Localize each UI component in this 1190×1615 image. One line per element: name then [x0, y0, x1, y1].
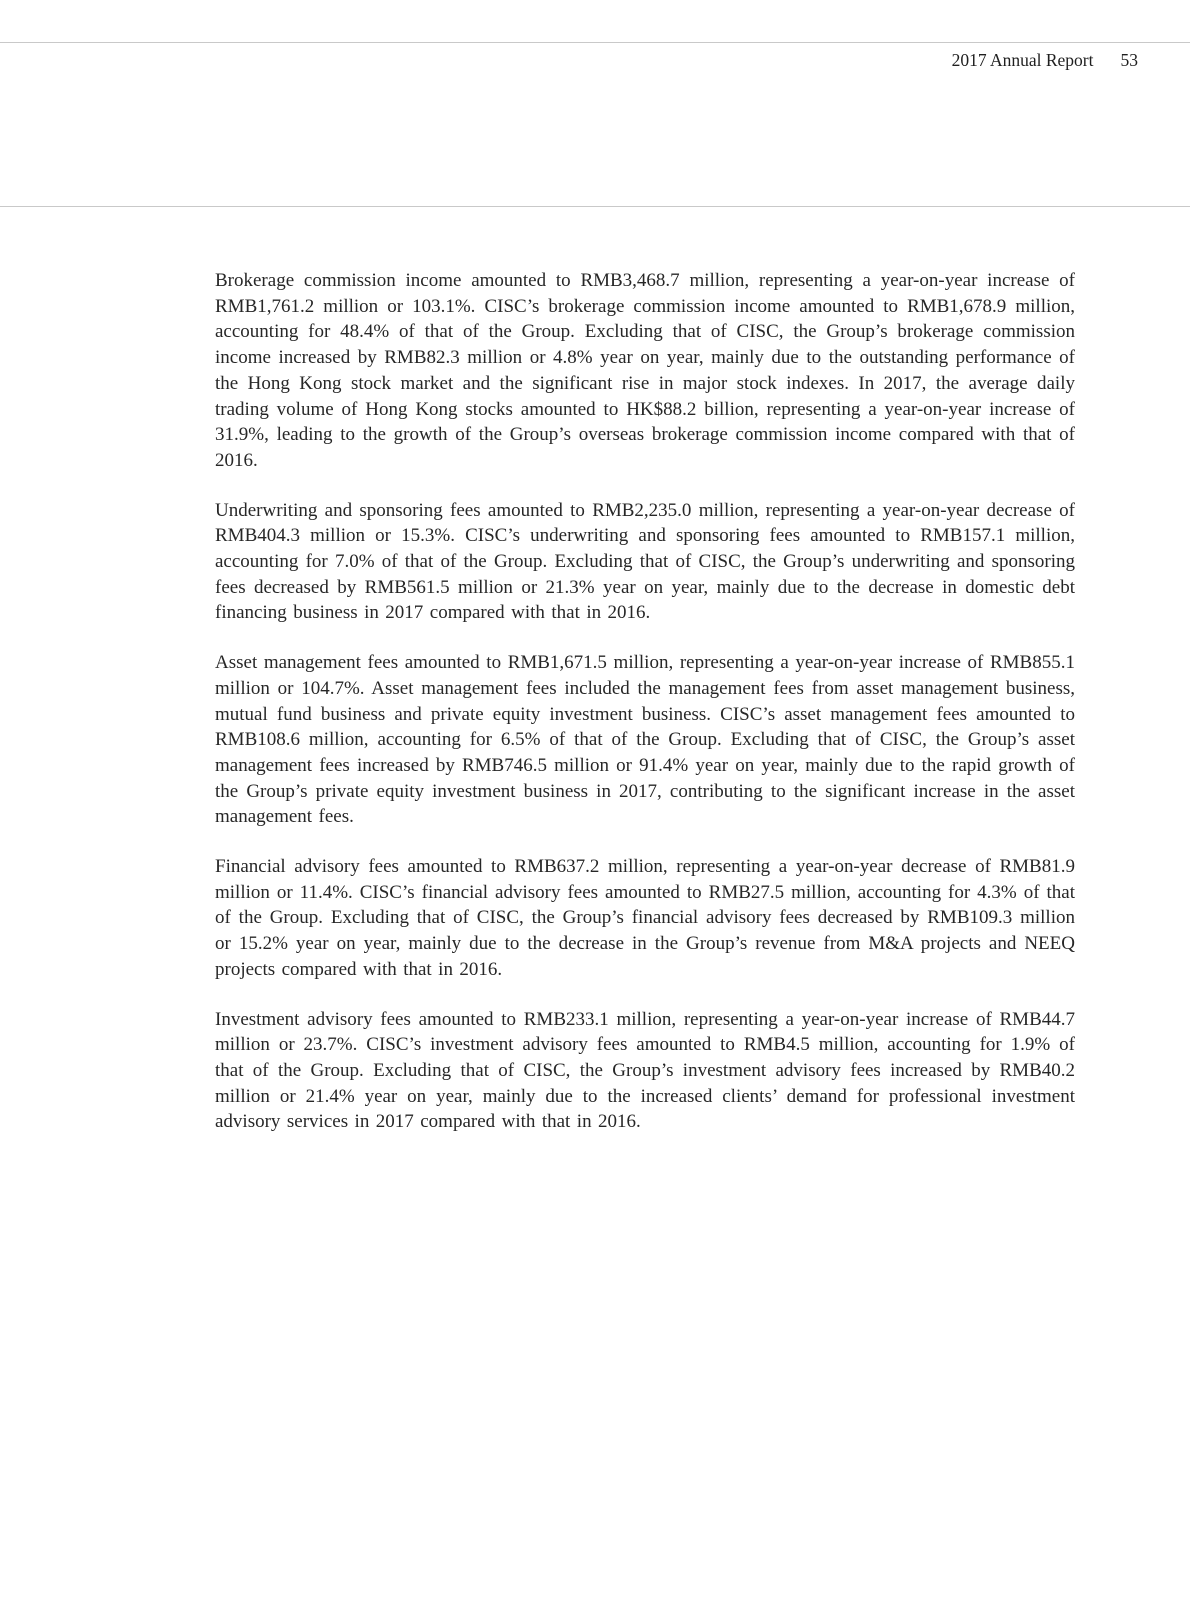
page-number: 53 — [1120, 50, 1138, 70]
top-divider — [0, 42, 1190, 43]
paragraph-brokerage-commission: Brokerage commission income amounted to RMB3,468.7 million, representing a year-on-year increase of RMB1,761.2 million or 103.1%. CISC’s brokerage commission income amounted to RMB1,678.9 million, accounting for 48.4% of that of the Group. Excluding that of CISC, the Group’s brokerage commission income increased by RMB82.3 million or 4.8% year on year, mainly due to the outstanding performance of the Hong Kong stock market and the significant rise in major stock indexes. In 2017, the average daily trading volume of Hong Kong stocks amounted to HK$88.2 billion, representing a year-on-year increase of 31.9%, leading to the growth of the Group’s overseas brokerage commission income compared with that of 2016. — [215, 270, 1075, 471]
header-title: 2017 Annual Report — [951, 50, 1094, 70]
paragraph-underwriting-sponsoring: Underwriting and sponsoring fees amounted to RMB2,235.0 million, representing a year-on-year decrease of RMB404.3 million or 15.3%. CISC’s underwriting and sponsoring fees amounted to RMB157.1 million, accounting for 7.0% of that of the Group. Excluding that of CISC, the Group’s underwriting and sponsoring fees decreased by RMB561.5 million or 21.3% year on year, mainly due to the decrease in domestic debt financing business in 2017 compared with that in 2016. — [215, 499, 1075, 624]
paragraph-asset-management: Asset management fees amounted to RMB1,671.5 million, representing a year-on-year increase of RMB855.1 million or 104.7%. Asset management fees included the management fees from asset management business, mutual fund business and private equity investment business. CISC’s asset management fees amounted to RMB108.6 million, accounting for 6.5% of that of the Group. Excluding that of CISC, the Group’s asset management fees increased by RMB746.5 million or 91.4% year on year, mainly due to the rapid growth of the Group’s private equity investment business in 2017, contributing to the significant increase in the asset management fees. — [215, 652, 1075, 828]
header-divider — [0, 206, 1190, 207]
content-area — [215, 268, 1075, 1135]
page-header — [0, 48, 1138, 72]
paragraph-investment-advisory: Investment advisory fees amounted to RMB233.1 million, representing a year-on-year increase of RMB44.7 million or 23.7%. CISC’s investment advisory fees amounted to RMB4.5 million, accounting for 1.9% of that of the Group. Excluding that of CISC, the Group’s investment advisory fees increased by RMB40.2 million or 21.4% year on year, mainly due to the increased clients’ demand for professional investment advisory services in 2017 compared with that in 2016. — [215, 1008, 1075, 1133]
paragraph-financial-advisory: Financial advisory fees amounted to RMB637.2 million, representing a year-on-year decrease of RMB81.9 million or 11.4%. CISC’s financial advisory fees amounted to RMB27.5 million, accounting for 4.3% of that of the Group. Excluding that of CISC, the Group’s financial advisory fees decreased by RMB109.3 million or 15.2% year on year, mainly due to the decrease in the Group’s revenue from M&A projects and NEEQ projects compared with that in 2016. — [215, 856, 1075, 980]
